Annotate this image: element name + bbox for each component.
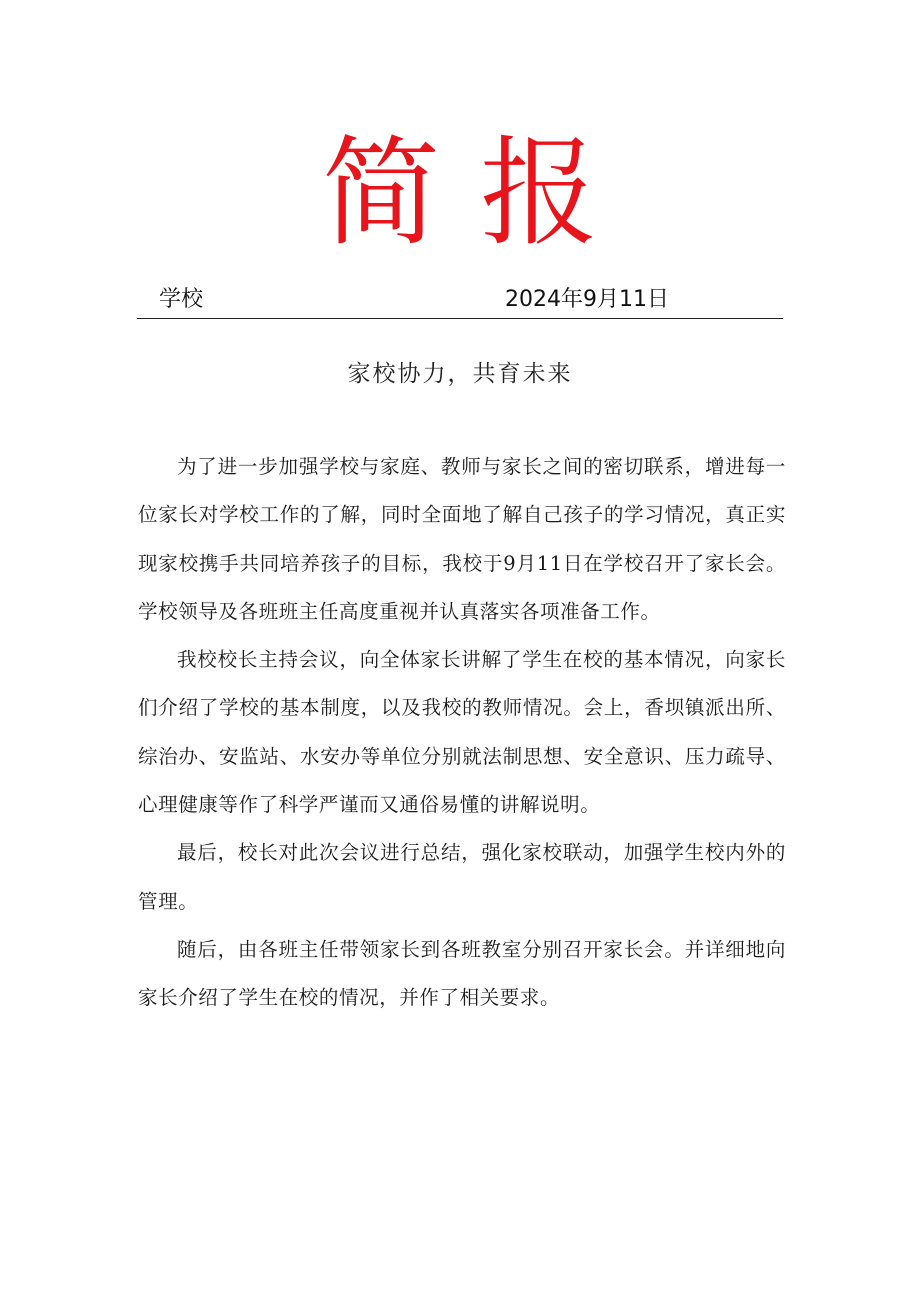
paragraph-3: 最后，校长对此次会议进行总结，强化家校联动，加强学生校内外的管理。	[138, 841, 786, 913]
article-body	[138, 443, 786, 1023]
paragraph-4: 随后，由各班主任带领家长到各班教室分别召开家长会。并详细地向家长介绍了学生在校的情况，并作了相关要求。	[138, 937, 786, 1010]
article-title: 家校协力，共育未来	[347, 361, 573, 387]
header-divider	[137, 318, 783, 319]
issue-date: 2024年9月11日	[505, 287, 669, 312]
paragraph-2: 我校校长主持会议，向全体家长讲解了学生在校的基本情况，向家长们介绍了学校的基本制度，以及我校的教师情况。会上，香坝镇派出所、综治办、安监站、水安办等单位分别就法制思想、安全意识、压力疏导、心理健康等作了科学严谨而又通俗易懂的讲解说明。	[138, 648, 786, 817]
header-meta-row	[137, 282, 783, 318]
masthead-title: 简报	[321, 124, 638, 262]
paragraph-1: 为了进一步加强学校与家庭、教师与家长之间的密切联系，增进每一位家长对学校工作的了解，同时全面地了解自己孩子的学习情况，真正实现家校携手共同培养孩子的目标，我校于9月11日在学校召开了家长会。学校领导及各班班主任高度重视并认真落实各项准备工作。	[138, 455, 786, 623]
school-name: 学校	[159, 287, 204, 312]
